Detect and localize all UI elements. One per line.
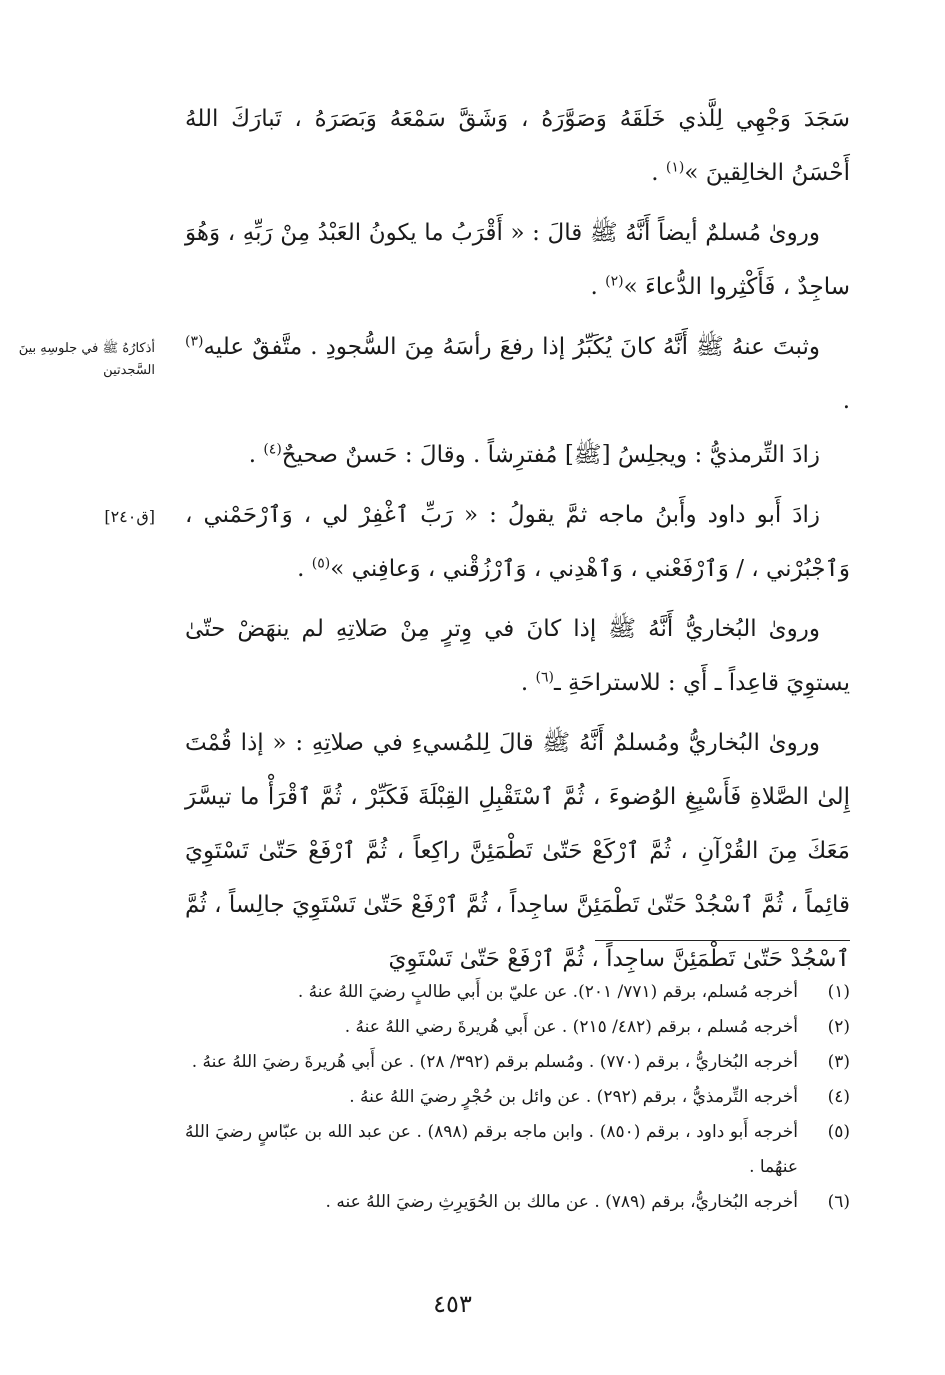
paragraph-text: وروىٰ البُخاريُّ أَنَّهُ ﷺ إذا كانَ في وِترٍ مِنْ صَلاتِهِ لم ينهَضْ حتّىٰ يستوِيَ قاعِداً ـ أَي : للاستراحَةِ ـ: [185, 616, 850, 696]
footnote-text: أخرجه مُسلم، برقم (٧٧١/ ٢٠١). عن عليّ بن أَبي طالبٍ رضيَ اللهُ عنهُ .: [297, 982, 798, 1002]
paragraph: [185, 206, 850, 314]
footnote-text: أخرجه البُخاريُّ، برقم (٧٨٩) . عن مالك بن الحُوَيرِثِ رضيَ اللهُ عنه .: [325, 1192, 798, 1212]
footnote-number: (٦): [827, 1192, 850, 1212]
footnote-text: أخرجه مُسلم ، برقم (٤٨٢/ ٢١٥) . عن أَبي هُريرةَ رضي اللهُ عنهُ .: [344, 1017, 798, 1037]
footnote-separator: [595, 940, 850, 941]
paragraph-end: .: [520, 670, 536, 696]
footnotes: [185, 975, 850, 1220]
footnote-ref: (٥): [311, 555, 331, 572]
footnote-ref: (٣): [185, 333, 204, 350]
paragraph-end: .: [651, 160, 666, 186]
paragraph-text: وروىٰ مُسلمٌ أيضاً أَنَّهُ ﷺ قالَ : « أَقْرَبُ ما يكونُ العَبْدُ مِنْ رَبِّهِ ، وَهُوَ ساجِدٌ ، فَأَكْثِروا الدُّعاءَ »: [185, 220, 850, 300]
paragraph: [185, 428, 850, 482]
footnote: [185, 1115, 850, 1185]
footnote-number: (٥): [827, 1122, 850, 1142]
footnote-number: (٢): [827, 1017, 850, 1037]
page-number: ٤٥٣: [433, 1290, 472, 1318]
footnote: [185, 1045, 850, 1080]
manuscript-page-marker: [ق٢٤٠]: [104, 507, 155, 526]
paragraph-end: .: [842, 388, 850, 414]
footnote: [185, 975, 850, 1010]
footnote-text: أخرجه أَبو داود ، برقم (٨٥٠) . وابن ماجه برقم (٨٩٨) . عن عبد الله بن عبّاسٍ رضيَ اللهُ عنهُما .: [185, 1122, 798, 1177]
paragraph-end: .: [248, 442, 264, 468]
paragraph: [185, 602, 850, 710]
margin-heading: أذكارُهُ ﷺ في جلوسِهِ بينَ السَّجدتين: [18, 341, 155, 378]
footnote-text: أخرجه البُخاريُّ ، برقم (٧٧٠) . ومُسلم برقم (٣٩٢/ ٢٨) . عن أَبي هُريرةَ رضيَ اللهُ عنهُ .: [191, 1052, 798, 1072]
paragraph-text: سَجَدَ وَجْهِي لِلَّذي خَلَقَهُ وَصَوَّرَهُ ، وَشَقَّ سَمْعَهُ وَبَصَرَهُ ، تَبارَكَ اللهُ أَحْسَنُ الخالِقينَ »: [185, 106, 850, 186]
footnote-number: (٤): [827, 1087, 850, 1107]
paragraph: [185, 488, 850, 596]
paragraph-text: وثبتَ عنهُ ﷺ أَنَّهُ كانَ يُكَبِّرُ إذا رفعَ رأسَهُ مِنَ السُّجودِ . متَّفقٌ عليه: [203, 334, 820, 360]
paragraph-end: .: [590, 274, 606, 300]
footnote-ref: (٤): [263, 441, 282, 458]
paragraph: [185, 716, 850, 986]
footnote-ref: (٦): [535, 669, 554, 686]
paragraph: [185, 92, 850, 200]
paragraph-text: وروىٰ البُخاريُّ ومُسلمٌ أَنَّهُ ﷺ قالَ لِلمُسيءِ في صلاتِهِ : « إذا قُمْتَ إِلىٰ الصَّلاةِ فَأَسْبِغِ الوُضوءَ ، ثُمَّ ٱسْتَقْبِلِ القِبْلَةَ فَكَبِّرْ ، ثُمَّ ٱقْرَأْ ما تيسَّرَ مَعَكَ مِنَ القُرْآنِ ، ثُمَّ ٱرْكَعْ حَتّىٰ تَطْمَئِنَّ راكِعاً ، ثُمَّ ٱرْفَعْ حَتّىٰ تَسْتَوِيَ قائِماً ، ثُمَّ ٱسْجُدْ حَتّىٰ تَطْمَئِنَّ ساجِداً ، ثُمَّ ٱرْفَعْ حَتّىٰ تَسْتَوِيَ جالِساً ، ثُمَّ ٱسْجُدْ حَتّىٰ تَطْمَئِنَّ ساجِداً ، ثُمَّ ٱرْفَعْ حَتّىٰ تَسْتَوِيَ: [185, 730, 850, 972]
footnote: [185, 1185, 850, 1220]
footnote-ref: (٢): [605, 273, 624, 290]
footnote: [185, 1080, 850, 1115]
footnote-ref: (١): [665, 159, 685, 176]
footnote-text: أخرجه التِّرمذيُّ ، برقم (٢٩٢) . عن وائل بن حُجْرٍ رضيَ اللهُ عنهُ .: [349, 1087, 798, 1107]
paragraph-text: زادَ أَبو داود وأَبنُ ماجه ثمَّ يقولُ : « رَبِّ ٱغْفِرْ لي ، وَٱرْحَمْني ، وَٱجْبُرْني ، / وَٱرْفَعْني ، وَٱهْدِني ، وَٱرْزُقْني ، وَعافِني »: [185, 502, 850, 582]
paragraph-end: .: [297, 556, 312, 582]
footnote: [185, 1010, 850, 1045]
paragraph: [185, 320, 850, 428]
footnote-number: (١): [827, 982, 850, 1002]
paragraph-text: زادَ التِّرمذيُّ : ويجلِسُ [ﷺ] مُفترِشاً . وقالَ : حَسنٌ صحيحٌ: [281, 442, 820, 468]
main-text: [185, 92, 850, 986]
footnote-number: (٣): [827, 1052, 850, 1072]
